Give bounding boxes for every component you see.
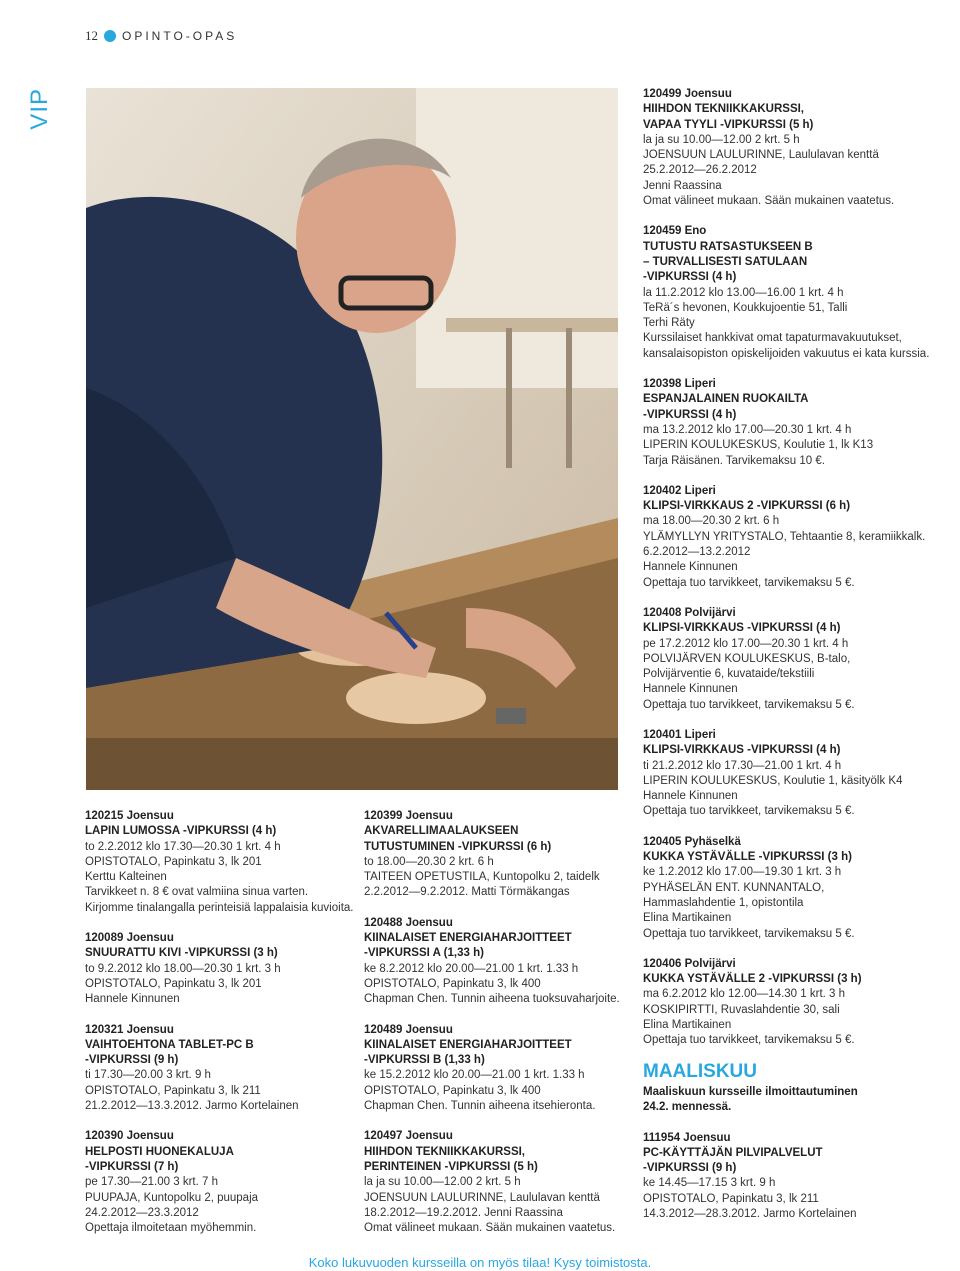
course-detail: la 11.2.2012 klo 13.00—16.00 1 krt. 4 h xyxy=(643,286,844,299)
course-detail: to 9.2.2012 klo 18.00—20.30 1 krt. 3 h xyxy=(85,962,281,975)
photo-illustration xyxy=(86,88,618,790)
course-title: KIINALAISET ENERGIAHARJOITTEET xyxy=(364,932,572,945)
course-title: – TURVALLISESTI SATULAAN xyxy=(643,255,808,268)
course-title: -VIPKURSSI (9 h) xyxy=(643,1162,737,1175)
course-detail: ke 8.2.2012 klo 20.00—21.00 1 krt. 1.33 h xyxy=(364,962,579,975)
course-title: LAPIN LUMOSSA -VIPKURSSI (4 h) xyxy=(85,825,277,838)
course-code: 120402 Liperi xyxy=(643,484,716,497)
course-detail: ke 14.45—17.15 3 krt. 9 h xyxy=(643,1177,776,1190)
course-title: -VIPKURSSI (4 h) xyxy=(643,271,737,284)
course-code: 120089 Joensuu xyxy=(85,932,174,945)
course-detail: Jenni Raassina xyxy=(643,179,722,192)
course-detail: Tarvikkeet n. 8 € ovat valmiina sinua varten. xyxy=(85,886,309,899)
course-detail: LIPERIN KOULUKESKUS, Koulutie 1, lk K13 xyxy=(643,439,874,452)
course-detail: Terhi Räty xyxy=(643,317,695,330)
course-detail: ma 18.00—20.30 2 krt. 6 h xyxy=(643,515,780,528)
course-title: KUKKA YSTÄVÄLLE -VIPKURSSI (3 h) xyxy=(643,851,852,864)
course-detail: ti 21.2.2012 klo 17.30—21.00 1 krt. 4 h xyxy=(643,759,842,772)
course-entry xyxy=(364,809,614,901)
course-detail: kansalaisopiston opiskelijoiden vakuutus ei kata kurssia. xyxy=(643,347,930,360)
course-code: 120406 Polvijärvi xyxy=(643,957,736,970)
course-code: 120398 Liperi xyxy=(643,378,716,391)
course-code: 120499 Joensuu xyxy=(643,88,732,100)
course-code: 120459 Eno xyxy=(643,225,707,238)
course-detail: TAITEEN OPETUSTILA, Kuntopolku 2, taidelk xyxy=(364,871,600,884)
course-detail: 2.2.2012—9.2.2012. Matti Törmäkangas xyxy=(364,886,570,899)
course-detail: 14.3.2012—28.3.2012. Jarmo Kortelainen xyxy=(643,1208,857,1220)
column-left xyxy=(85,809,354,1251)
course-detail: ma 13.2.2012 klo 17.00—20.30 1 krt. 4 h xyxy=(643,423,852,436)
course-detail: ti 17.30—20.00 3 krt. 9 h xyxy=(85,1069,211,1082)
course-title: KLIPSI-VIRKKAUS -VIPKURSSI (4 h) xyxy=(643,744,841,757)
registration-note xyxy=(643,1085,943,1116)
course-code: 120390 Joensuu xyxy=(85,1130,174,1143)
course-entry xyxy=(643,835,943,942)
course-entry xyxy=(643,1131,943,1223)
course-detail: 6.2.2012—13.2.2012 xyxy=(643,546,751,559)
course-title: -VIPKURSSI (4 h) xyxy=(643,408,737,421)
course-detail: Opettaja tuo tarvikkeet, tarvikemaksu 5 €. xyxy=(643,1034,855,1047)
course-entry xyxy=(364,916,620,1008)
course-detail: Elina Martikainen xyxy=(643,912,732,925)
course-code: 120321 Joensuu xyxy=(85,1023,174,1036)
course-detail: 25.2.2012—26.2.2012 xyxy=(643,164,757,177)
course-detail: TeRä´s hevonen, Koukkujoentie 51, Talli xyxy=(643,301,848,314)
course-detail: to 18.00—20.30 2 krt. 6 h xyxy=(364,855,494,868)
course-detail: Omat välineet mukaan. Sään mukainen vaatetus. xyxy=(643,195,895,208)
course-code: 120488 Joensuu xyxy=(364,916,453,929)
course-title: KUKKA YSTÄVÄLLE 2 -VIPKURSSI (3 h) xyxy=(643,973,862,986)
course-title: KLIPSI-VIRKKAUS 2 -VIPKURSSI (6 h) xyxy=(643,500,851,513)
course-title: SNUURATTU KIVI -VIPKURSSI (3 h) xyxy=(85,947,278,960)
side-label-vip: VIP xyxy=(26,88,53,130)
column-middle xyxy=(364,809,620,1251)
course-code: 120399 Joensuu xyxy=(364,810,453,822)
course-title: ESPANJALAINEN RUOKAILTA xyxy=(643,393,809,406)
course-detail: Chapman Chen. Tunnin aiheena itsehieronta. xyxy=(364,1100,596,1113)
course-detail: Omat välineet mukaan. Sään mukainen vaatetus. xyxy=(364,1222,616,1235)
course-code: 111954 Joensuu xyxy=(643,1131,731,1144)
course-detail: JOENSUUN LAULURINNE, Laululavan kenttä xyxy=(643,149,879,162)
course-detail: PYHÄSELÄN ENT. KUNNANTALO, xyxy=(643,881,825,894)
course-detail: pe 17.2.2012 klo 17.00—20.30 1 krt. 4 h xyxy=(643,637,849,650)
course-detail: Kerttu Kalteinen xyxy=(85,871,167,884)
course-entry xyxy=(364,1129,614,1236)
course-detail: Opettaja tuo tarvikkeet, tarvikemaksu 5 €. xyxy=(643,698,855,711)
course-detail: YLÄMYLLYN YRITYSTALO, Tehtaantie 8, keramiikkalk. xyxy=(643,530,926,543)
course-detail: Polvijärventie 6, kuvataide/tekstiili xyxy=(643,668,815,681)
course-code: 120489 Joensuu xyxy=(364,1023,453,1036)
course-detail: Opettaja tuo tarvikkeet, tarvikemaksu 5 €. xyxy=(643,805,855,818)
course-detail: Hammaslahdentie 1, opistontila xyxy=(643,896,804,909)
course-detail: ke 15.2.2012 klo 20.00—21.00 1 krt. 1.33 h xyxy=(364,1069,585,1082)
course-entry xyxy=(85,1023,347,1115)
registration-note-line: 24.2. mennessä. xyxy=(643,1101,732,1114)
course-detail: OPISTOTALO, Papinkatu 3, lk 201 xyxy=(85,855,262,868)
course-detail: pe 17.30—21.00 3 krt. 7 h xyxy=(85,1176,218,1189)
course-entry xyxy=(643,87,943,209)
page-number: 12 xyxy=(85,28,98,43)
publication-title: OPINTO-OPAS xyxy=(122,29,238,43)
course-detail: Kurssilaiset hankkivat omat tapaturmavakuutukset, xyxy=(643,332,902,345)
course-detail: OPISTOTALO, Papinkatu 3, lk 211 xyxy=(85,1084,261,1097)
course-title: TUTUSTUMINEN -VIPKURSSI (6 h) xyxy=(364,840,552,853)
course-code: 120408 Polvijärvi xyxy=(643,606,736,619)
course-title: -VIPKURSSI A (1,33 h) xyxy=(364,947,484,960)
course-entry xyxy=(643,377,943,469)
course-title: HIIHDON TEKNIIKKAKURSSI, xyxy=(643,103,805,116)
registration-note-line: Maaliskuun kursseille ilmoittautuminen xyxy=(643,1085,858,1098)
course-detail: Opettaja tuo tarvikkeet, tarvikemaksu 5 €. xyxy=(643,576,855,589)
section-heading-maaliskuu: MAALISKUU xyxy=(643,1060,757,1082)
course-detail: Opettaja ilmoitetaan myöhemmin. xyxy=(85,1222,257,1235)
course-code: 120401 Liperi xyxy=(643,728,716,741)
course-detail: LIPERIN KOULUKESKUS, Koulutie 1, käsityölk K4 xyxy=(643,774,903,787)
course-entry xyxy=(643,957,943,1049)
course-title: PC-KÄYTTÄJÄN PILVIPALVELUT xyxy=(643,1146,823,1159)
course-detail: Hannele Kinnunen xyxy=(85,993,180,1006)
course-title: VAIHTOEHTONA TABLET-PC B xyxy=(85,1038,254,1051)
course-detail: KOSKIPIRTTI, Ruvaslahdentie 30, sali xyxy=(643,1003,840,1016)
course-detail: la ja su 10.00—12.00 2 krt. 5 h xyxy=(364,1176,521,1189)
course-detail: Opettaja tuo tarvikkeet, tarvikemaksu 5 €. xyxy=(643,927,855,940)
course-entry xyxy=(85,809,354,916)
course-detail: POLVIJÄRVEN KOULUKESKUS, B-talo, xyxy=(643,652,851,665)
course-entry xyxy=(643,484,943,591)
column-right xyxy=(643,87,943,1237)
course-entry xyxy=(643,224,943,362)
course-detail: Hannele Kinnunen xyxy=(643,683,738,696)
bullet-dot-icon xyxy=(104,30,116,42)
course-title: PERINTEINEN -VIPKURSSI (5 h) xyxy=(364,1160,538,1173)
course-detail: 18.2.2012—19.2.2012. Jenni Raassina xyxy=(364,1206,563,1219)
course-detail: PUUPAJA, Kuntopolku 2, puupaja xyxy=(85,1191,259,1204)
course-detail: 21.2.2012—13.3.2012. Jarmo Kortelainen xyxy=(85,1100,299,1113)
course-detail: OPISTOTALO, Papinkatu 3, lk 400 xyxy=(364,1084,541,1097)
course-title: TUTUSTU RATSASTUKSEEN B xyxy=(643,240,813,253)
course-title: KIINALAISET ENERGIAHARJOITTEET xyxy=(364,1038,572,1051)
course-detail: JOENSUUN LAULURINNE, Laululavan kenttä xyxy=(364,1191,600,1204)
course-detail: OPISTOTALO, Papinkatu 3, lk 211 xyxy=(643,1192,819,1205)
footer-note: Koko lukuvuoden kursseilla on myös tilaa! Kysy toimistosta. xyxy=(308,1255,652,1270)
course-code: 120215 Joensuu xyxy=(85,810,174,822)
course-entry xyxy=(643,728,943,820)
course-title: -VIPKURSSI B (1,33 h) xyxy=(364,1054,485,1067)
course-detail: to 2.2.2012 klo 17.30—20.30 1 krt. 4 h xyxy=(85,840,281,853)
course-code: 120405 Pyhäselkä xyxy=(643,835,741,848)
course-title: HIIHDON TEKNIIKKAKURSSI, xyxy=(364,1145,526,1158)
course-entry xyxy=(85,931,347,1007)
course-title: -VIPKURSSI (7 h) xyxy=(85,1160,179,1173)
course-title: KLIPSI-VIRKKAUS -VIPKURSSI (4 h) xyxy=(643,622,841,635)
course-code: 120497 Joensuu xyxy=(364,1130,453,1143)
page-header xyxy=(85,28,237,44)
course-detail: Elina Martikainen xyxy=(643,1019,732,1032)
course-detail: Chapman Chen. Tunnin aiheena tuoksuvaharjoite. xyxy=(364,993,620,1006)
course-detail: Kirjomme tinalangalla perinteisiä lappalaisia kuvioita. xyxy=(85,901,354,914)
course-detail: Tarja Räisänen. Tarvikemaksu 10 €. xyxy=(643,454,825,467)
course-detail: ke 1.2.2012 klo 17.00—19.30 1 krt. 3 h xyxy=(643,866,842,879)
course-detail: OPISTOTALO, Papinkatu 3, lk 400 xyxy=(364,977,541,990)
course-title: -VIPKURSSI (9 h) xyxy=(85,1054,179,1067)
course-title: HELPOSTI HUONEKALUJA xyxy=(85,1145,234,1158)
course-detail: OPISTOTALO, Papinkatu 3, lk 201 xyxy=(85,977,262,990)
course-entry xyxy=(643,606,943,713)
course-detail: la ja su 10.00—12.00 2 krt. 5 h xyxy=(643,133,800,146)
course-entry xyxy=(85,1129,347,1236)
woodcarver-photo xyxy=(86,88,618,790)
course-detail: Hannele Kinnunen xyxy=(643,561,738,574)
course-title: AKVARELLIMAALAUKSEEN xyxy=(364,825,519,838)
course-detail: Hannele Kinnunen xyxy=(643,790,738,803)
course-title: VAPAA TYYLI -VIPKURSSI (5 h) xyxy=(643,118,814,131)
course-detail: 24.2.2012—23.3.2012 xyxy=(85,1206,199,1219)
course-entry xyxy=(364,1023,614,1115)
course-detail: ma 6.2.2012 klo 12.00—14.30 1 krt. 3 h xyxy=(643,988,846,1001)
